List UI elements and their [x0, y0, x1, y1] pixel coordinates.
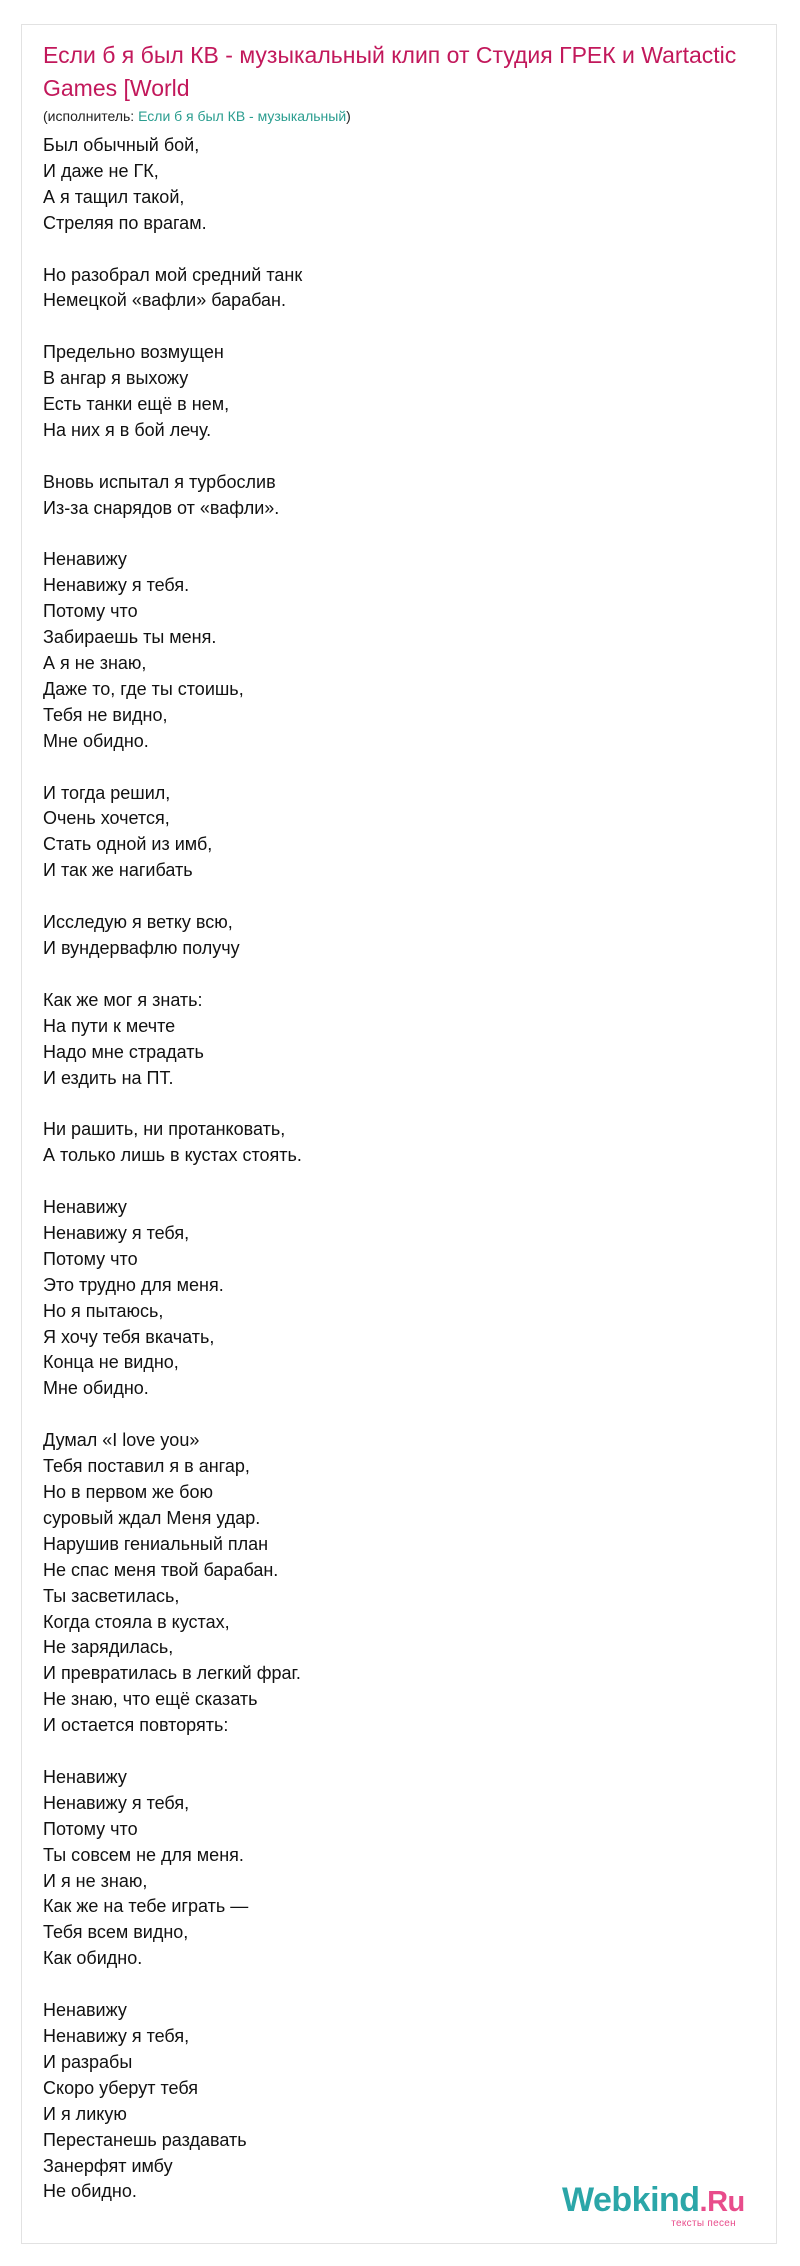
lyrics-line: Как же на тебе играть —: [43, 1896, 249, 1917]
lyrics-line: Ты засветилась,: [43, 1585, 180, 1606]
lyrics-line: Ненавижу я тебя,: [43, 2025, 190, 2046]
lyrics-line: Ты совсем не для меня.: [43, 1844, 244, 1865]
lyrics-line: Потому что: [43, 1248, 138, 1269]
lyrics-line: Занерфят имбу: [43, 2155, 173, 2176]
lyrics-line: Как же мог я знать:: [43, 989, 203, 1010]
lyrics-line: Забираешь ты меня.: [43, 627, 217, 648]
lyrics-line: Это трудно для меня.: [43, 1274, 224, 1295]
lyrics-line: А только лишь в кустах стоять.: [43, 1145, 302, 1166]
lyrics-line: И так же нагибать: [43, 860, 193, 881]
lyrics-line: Думал «I love you»: [43, 1430, 200, 1451]
lyrics-line: Мне обидно.: [43, 1378, 149, 1399]
lyrics-line: Есть танки ещё в нем,: [43, 394, 230, 415]
page-title: Если б я был КВ - музыкальный клип от Студия ГРЕК и Wartactic Games [World: [43, 42, 737, 101]
lyrics-line: Когда стояла в кустах,: [43, 1611, 230, 1632]
lyrics-line: Ненавижу: [43, 2000, 127, 2021]
logo-tagline: тексты песен: [671, 2218, 736, 2229]
lyrics-card: [21, 24, 777, 2244]
lyrics-line: Очень хочется,: [43, 808, 170, 829]
lyrics-line: Стать одной из имб,: [43, 834, 213, 855]
lyrics-stanza: [43, 1765, 743, 1972]
lyrics-stanza: [43, 1428, 743, 1739]
lyrics-line: Тебя поставил я в ангар,: [43, 1456, 250, 1477]
lyrics-stanza: [43, 263, 743, 315]
lyrics-line: Немецкой «вафли» барабан.: [43, 290, 286, 311]
lyrics-stanza: [43, 1117, 743, 1169]
lyrics-line: И ездить на ПТ.: [43, 1067, 174, 1088]
lyrics-line: Исследую я ветку всю,: [43, 912, 233, 933]
lyrics-line: Предельно возмущен: [43, 342, 224, 363]
lyrics-line: Ненавижу: [43, 1197, 127, 1218]
lyrics-text: [43, 133, 743, 2205]
lyrics-line: Стреляя по врагам.: [43, 212, 207, 233]
lyrics-line: А я тащил такой,: [43, 186, 185, 207]
lyrics-line: Надо мне страдать: [43, 1041, 204, 1062]
lyrics-line: Тебя не видно,: [43, 704, 168, 725]
lyrics-line: суровый ждал Меня удар.: [43, 1507, 261, 1528]
lyrics-line: Ненавижу я тебя.: [43, 575, 190, 596]
lyrics-line: Тебя всем видно,: [43, 1922, 189, 1943]
logo-wordmark: [562, 2180, 745, 2222]
lyrics-line: Ненавижу я тебя,: [43, 1222, 190, 1243]
lyrics-line: Нарушив гениальный план: [43, 1533, 269, 1554]
lyrics-line: Потому что: [43, 601, 138, 622]
lyrics-line: Не знаю, что ещё сказать: [43, 1689, 258, 1710]
artist-link[interactable]: Если б я был КВ - музыкальный: [138, 108, 347, 124]
lyrics-line: На пути к мечте: [43, 1015, 176, 1036]
logo-main-text: Webkind: [562, 2181, 700, 2219]
lyrics-line: Но в первом же бою: [43, 1481, 213, 1502]
lyrics-line: Я хочу тебя вкачать,: [43, 1326, 215, 1347]
lyrics-stanza: [43, 781, 743, 885]
lyrics-line: Потому что: [43, 1818, 138, 1839]
lyrics-line: Скоро уберут тебя: [43, 2077, 198, 2098]
lyrics-line: Но разобрал мой средний танк: [43, 264, 303, 285]
lyrics-line: Ненавижу: [43, 549, 127, 570]
lyrics-line: Был обычный бой,: [43, 135, 200, 155]
lyrics-line: Перестанешь раздавать: [43, 2129, 247, 2150]
lyrics-line: Ненавижу я тебя,: [43, 1792, 190, 1813]
lyrics-line: Мне обидно.: [43, 730, 149, 751]
lyrics-line: И превратилась в легкий фраг.: [43, 1663, 301, 1684]
lyrics-line: Не обидно.: [43, 2181, 137, 2202]
lyrics-stanza: [43, 1195, 743, 1402]
lyrics-line: И вундервафлю получу: [43, 938, 240, 958]
lyrics-line: Ни рашить, ни протанковать,: [43, 1119, 286, 1140]
lyrics-line: Вновь испытал я турбослив: [43, 471, 276, 492]
lyrics-line: И даже не ГК,: [43, 160, 159, 181]
lyrics-stanza: [43, 470, 743, 522]
webkind-logo[interactable]: [562, 2180, 774, 2236]
artist-suffix: ): [346, 108, 351, 124]
lyrics-line: В ангар я выхожу: [43, 368, 189, 389]
lyrics-line: И тогда решил,: [43, 782, 171, 803]
lyrics-line: Из-за снарядов от «вафли».: [43, 497, 280, 518]
lyrics-line: Конца не видно,: [43, 1352, 179, 1373]
lyrics-stanza: [43, 1998, 743, 2205]
lyrics-line: На них я в бой лечу.: [43, 419, 212, 440]
lyrics-line: Не спас меня твой барабан.: [43, 1559, 279, 1580]
artist-prefix: (исполнитель:: [43, 108, 139, 124]
artist-line: [43, 107, 351, 125]
lyrics-stanza: [43, 547, 743, 754]
lyrics-stanza: [43, 988, 743, 1092]
lyrics-stanza: [43, 133, 743, 237]
lyrics-line: Даже то, где ты стоишь,: [43, 678, 244, 699]
lyrics-line: Но я пытаюсь,: [43, 1300, 164, 1321]
lyrics-line: Не зарядилась,: [43, 1637, 174, 1658]
lyrics-stanza: [43, 340, 743, 444]
lyrics-line: И остается повторять:: [43, 1715, 229, 1736]
logo-suffix-text: .Ru: [699, 2186, 745, 2218]
lyrics-line: А я не знаю,: [43, 653, 147, 674]
lyrics-line: И я не знаю,: [43, 1870, 148, 1891]
lyrics-line: Как обидно.: [43, 1948, 143, 1969]
lyrics-line: И разрабы: [43, 2051, 133, 2072]
lyrics-stanza: [43, 910, 743, 962]
lyrics-line: Ненавижу: [43, 1766, 127, 1787]
lyrics-line: И я ликую: [43, 2103, 127, 2124]
